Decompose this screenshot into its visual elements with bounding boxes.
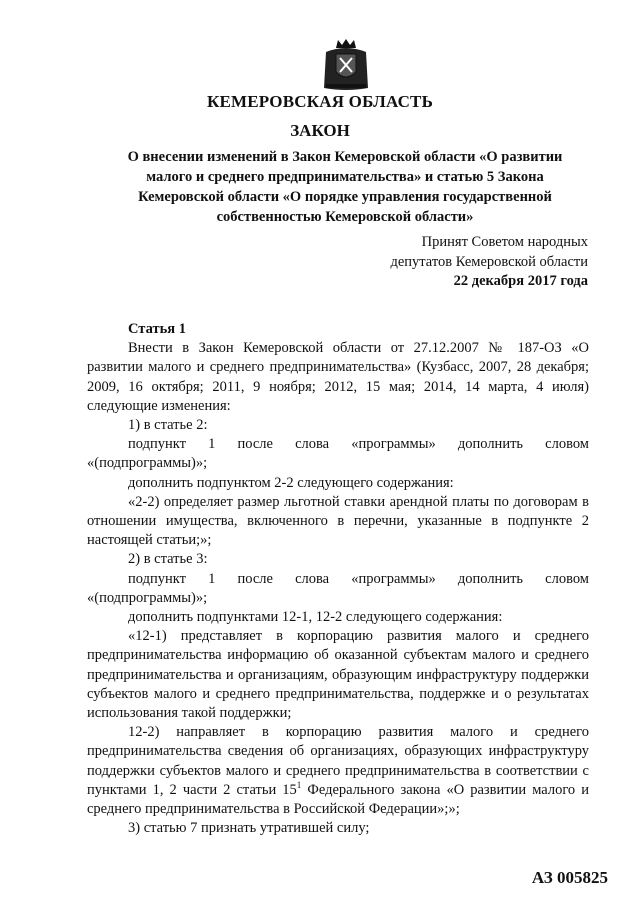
paragraph: 2) в статье 3:	[128, 551, 208, 568]
superscript: 1	[296, 780, 302, 791]
paragraph-text: 12-2) направляет в корпорацию развития малого и среднего предпринимательства сведения об организациях, образующих инфраструктуру поддержки субъектов малого и среднего предпринимательства в соответствии с пунктами 1, 2 части 2 статьи 15	[87, 724, 589, 798]
paragraph: подпункт 1 после слова «программы» дополнить словом «(подпрограммы)»;	[87, 570, 589, 606]
paragraph: «2-2) определяет размер льготной ставки арендной платы по договорам в отношении имущества, включенного в перечни, указанные в подпункте 2 настоящей статьи;»;	[87, 493, 589, 549]
article-heading: Статья 1	[128, 321, 186, 337]
serial-number: АЗ 005825	[531, 868, 608, 887]
adoption-block	[390, 233, 588, 292]
paragraph: дополнить подпунктами 12-1, 12-2 следующего содержания:	[128, 609, 503, 626]
paragraph: 3) статью 7 признать утратившей силу;	[128, 820, 370, 837]
adoption-date: 22 декабря 2017 года	[453, 273, 588, 289]
coat-of-arms-emblem	[322, 38, 370, 92]
paragraph-tail: Федерального закона «О развитии малого и среднего предпринимательства в Российской Федерации»;»;	[87, 781, 589, 818]
region-heading: КЕМЕРОВСКАЯ ОБЛАСТЬ	[206, 92, 434, 111]
document-type: ЗАКОН	[290, 121, 350, 140]
paragraph: дополнить подпунктом 2-2 следующего содержания:	[128, 474, 454, 491]
paragraph: подпункт 1 после слова «программы» дополнить словом «(подпрограммы)»;	[87, 436, 589, 472]
law-title: О внесении изменений в Закон Кемеровской области «О развитии малого и среднего предпринимательства» и статью 5 Закона Кемеровской области «О порядке управления государственной собственностью Кемеровской области»	[127, 149, 563, 225]
paragraph: 1) в статье 2:	[128, 417, 208, 434]
paragraph: Внести в Закон Кемеровской области от 27.12.2007 № 187-ОЗ «О развитии малого и среднего предпринимательства» (Кузбасс, 2007, 28 декабря; 2009, 16 октября; 2011, 9 ноября; 2012, 15 мая; 2014, 14 марта, 4 июля) следующие изменения:	[87, 340, 589, 414]
article-body	[87, 320, 589, 838]
paragraph-with-footnote	[87, 723, 589, 819]
paragraph: «12-1) представляет в корпорацию развития малого и среднего предпринимательства информацию об оказанной субъектам малого и среднего предпринимательства и организациям, образующим инфраструктуру поддержки субъектов малого и среднего предпринимательства, поддержке и о результатах использования такой поддержки;	[87, 628, 589, 722]
adoption-line-2: депутатов Кемеровской области	[390, 253, 588, 270]
adoption-line-1: Принят Советом народных	[421, 234, 588, 250]
